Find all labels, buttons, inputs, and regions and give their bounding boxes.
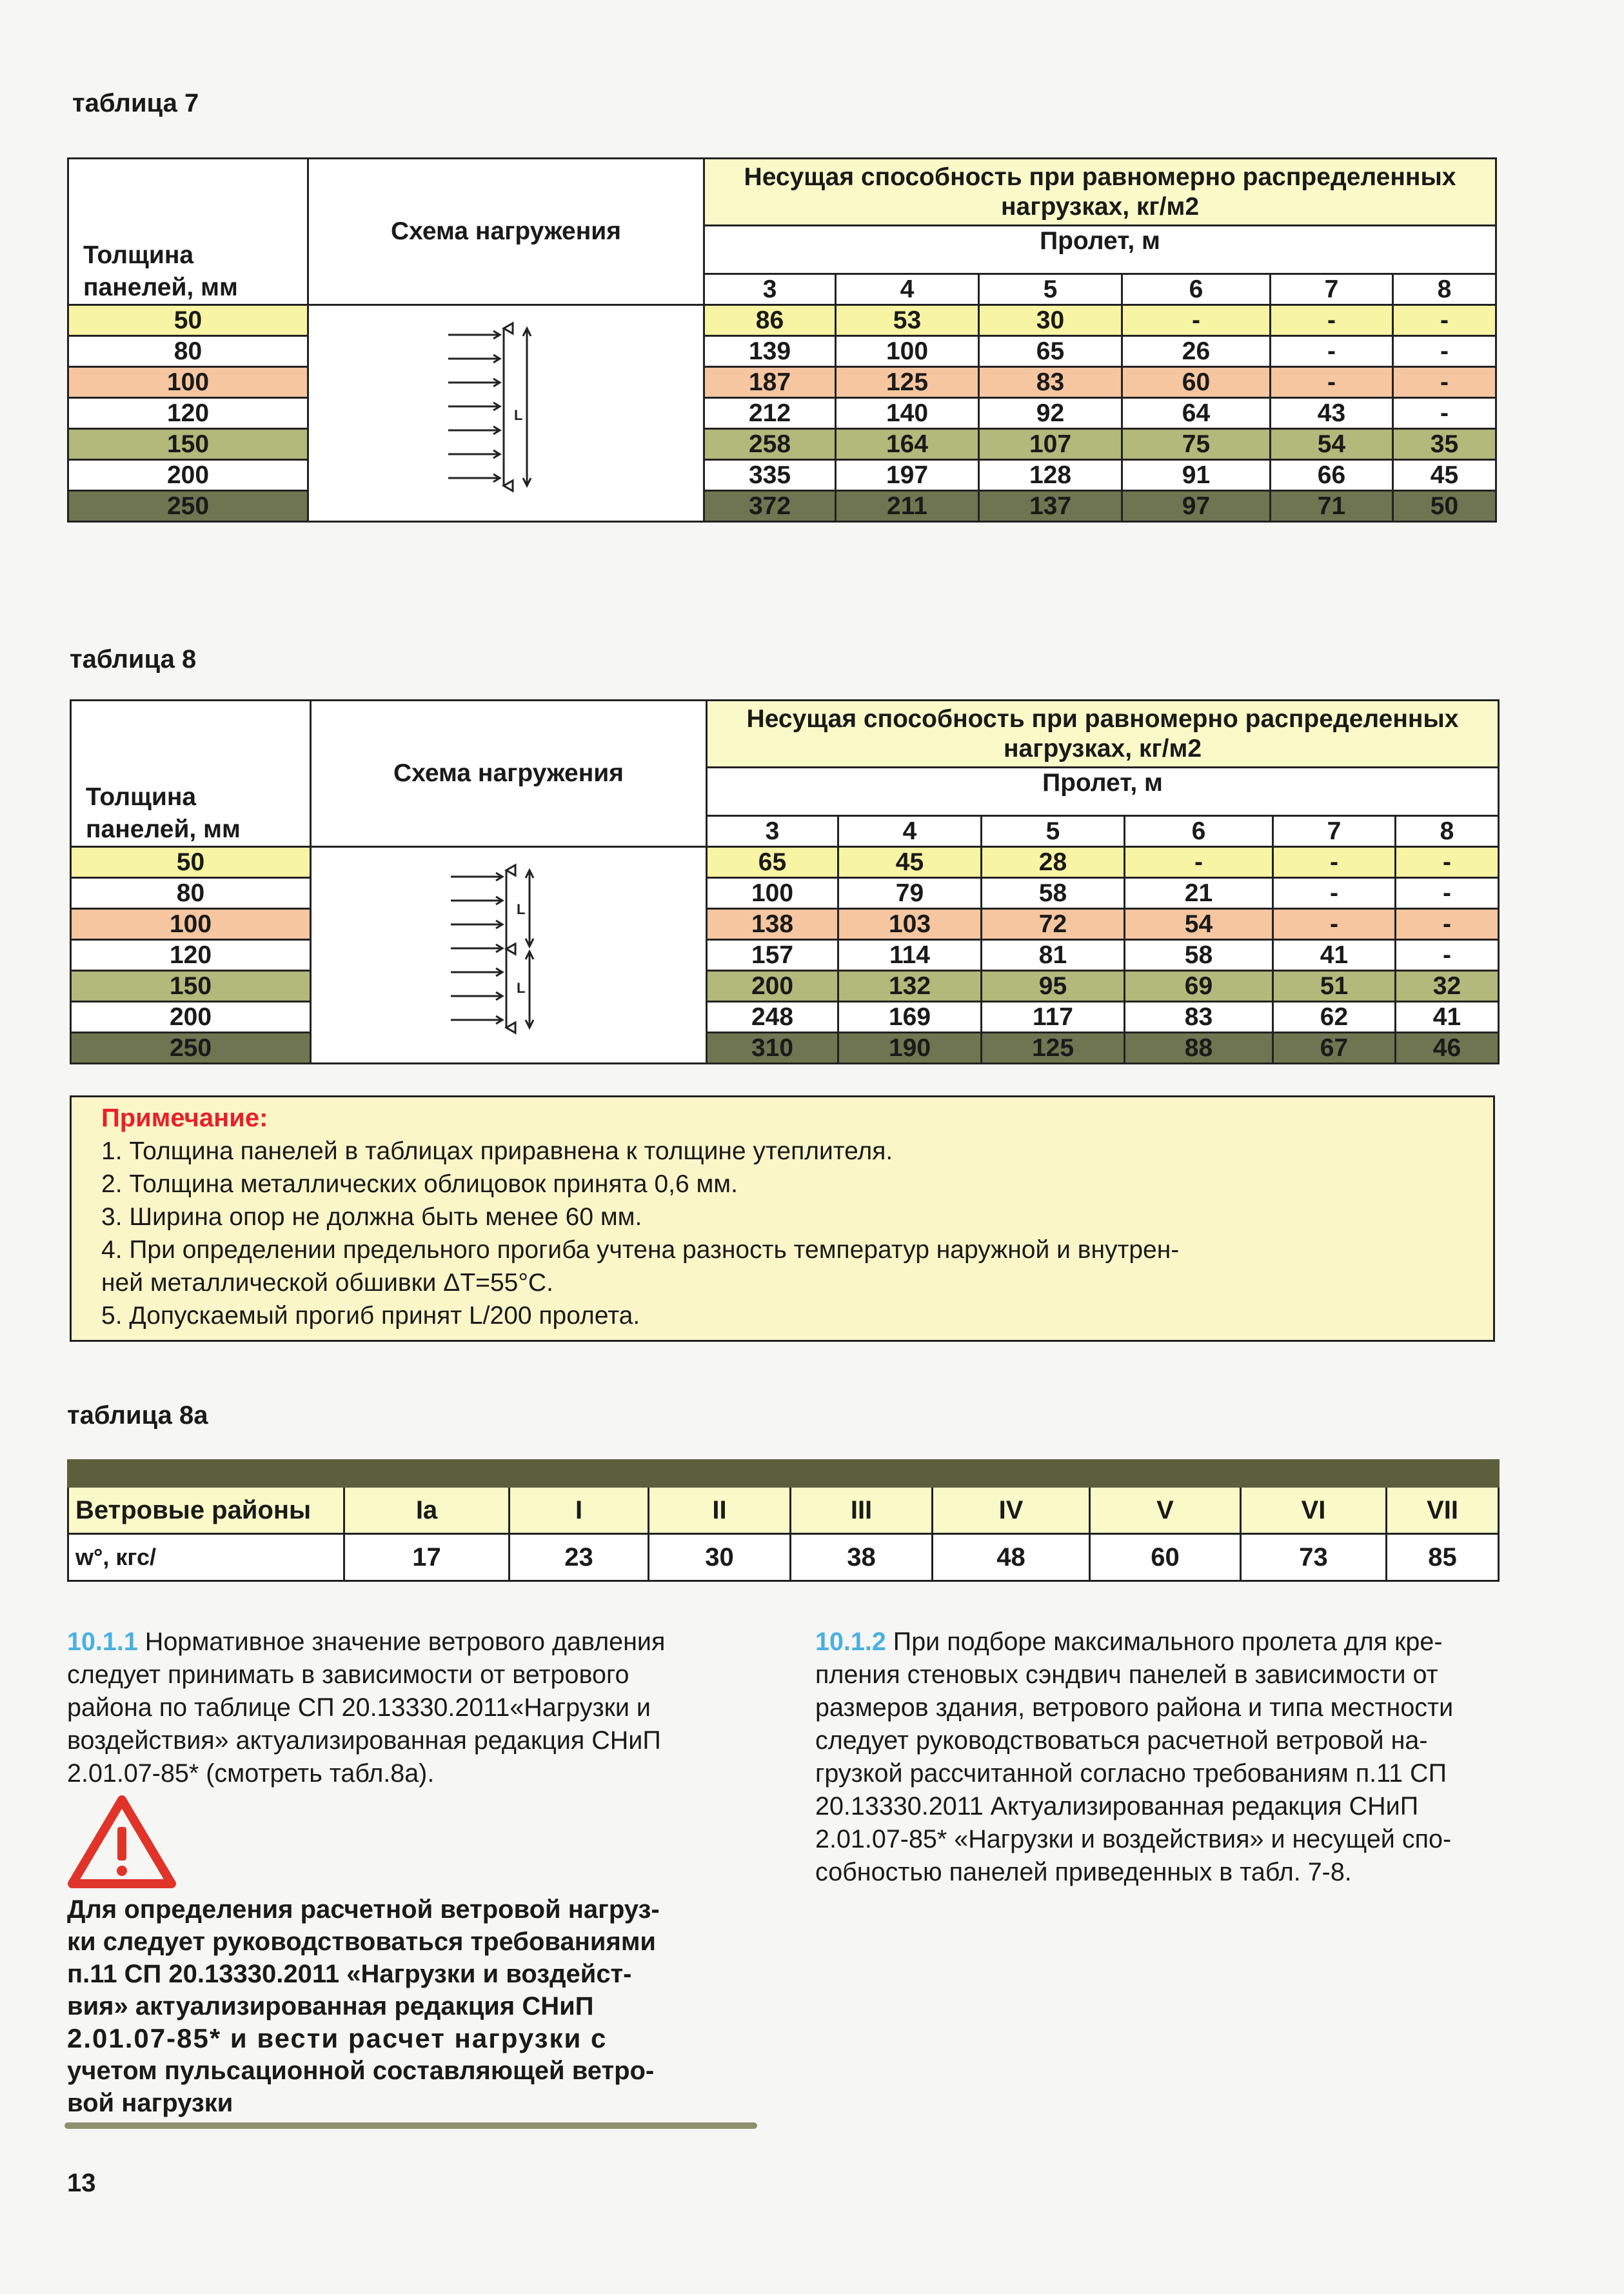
value-cell: - [1396,909,1499,940]
value-cell: 65 [707,847,838,878]
wind-pressure-value: 23 [510,1534,649,1581]
thickness-cell: 200 [68,460,308,491]
value-cell: 41 [1273,940,1396,971]
value-cell: 157 [707,940,838,971]
value-cell: 32 [1396,971,1499,1002]
span-col-header: 7 [1271,274,1393,305]
span-col-header: 8 [1396,816,1499,847]
warning-line: Для определения расчетной ветровой нагруз- [67,1895,660,1924]
value-cell: 79 [838,878,982,909]
thickness-cell: 50 [68,305,308,336]
para-line: Нормативное значение ветрового давления [137,1628,666,1656]
value-cell: 45 [838,847,982,878]
thickness-cell: 150 [71,971,311,1002]
table-row [68,460,1496,491]
section-number: 10.1.1 [67,1628,138,1656]
value-cell: 138 [707,909,838,940]
value-cell: 83 [1125,1002,1273,1033]
note-item: ней металлической обшивки ΔT=55°C. [101,1269,553,1297]
single-span-load-diagram [442,317,571,504]
thickness-cell: 80 [68,336,308,367]
loading-scheme-diagram [311,847,707,1064]
region-header: V [1090,1487,1241,1534]
table-row [68,367,1496,398]
value-cell: 43 [1271,398,1393,429]
notes-box [70,1095,1495,1342]
value-cell: 45 [1393,460,1496,491]
value-cell: 58 [1125,940,1273,971]
value-cell: 64 [1122,398,1271,429]
thickness-cell: 50 [71,847,311,878]
region-header: IV [933,1487,1090,1534]
value-cell: 72 [982,909,1125,940]
value-cell: 54 [1271,429,1393,460]
para-line: При подборе максимального пролета для кре- [886,1628,1443,1656]
para-line: 2.01.07-85* «Нагрузки и воздействия» и несущей спо- [815,1825,1452,1853]
warning-triangle-icon [67,1795,177,1889]
table-row [68,398,1496,429]
wind-pressure-value: 38 [791,1534,933,1581]
value-cell: 69 [1125,971,1273,1002]
region-header: III [791,1487,933,1534]
thickness-cell: 120 [71,940,311,971]
value-cell: - [1396,847,1499,878]
span-col-header: 6 [1125,816,1273,847]
value-cell: 21 [1125,878,1273,909]
region-header: II [649,1487,791,1534]
span-col-header: 4 [836,274,979,305]
table-row [71,940,1499,971]
capacity-header: Несущая способность при равномерно распределенных нагрузках, кг/м2 [707,701,1499,768]
value-cell: 114 [838,940,982,971]
value-cell: 187 [704,367,836,398]
table7-caption: таблица 7 [72,89,199,117]
span-col-header: 4 [838,816,982,847]
section-number: 10.1.2 [815,1628,886,1656]
scheme-header: Схема нагружения [308,159,704,305]
value-cell: 103 [838,909,982,940]
value-cell: 248 [707,1002,838,1033]
span-header: Пролет, м [707,768,1499,816]
thickness-cell: 150 [68,429,308,460]
wind-pressure-value: 17 [344,1534,510,1581]
value-cell: 51 [1273,971,1396,1002]
wind-pressure-value: 48 [933,1534,1090,1581]
table-row [71,1002,1499,1033]
table-row [71,971,1499,1002]
span-header: Пролет, м [704,226,1496,274]
value-cell: 95 [982,971,1125,1002]
wind-pressure-label: w°, кгс/ [68,1534,344,1581]
value-cell: 335 [704,460,836,491]
para-line: пления стеновых сэндвич панелей в зависимости от [815,1661,1438,1689]
two-span-load-diagram [444,859,573,1046]
value-cell: 75 [1122,429,1271,460]
table-row [71,909,1499,940]
value-cell: - [1393,398,1496,429]
value-cell: 41 [1396,1002,1499,1033]
loading-scheme-diagram [308,305,704,522]
value-cell: 139 [704,336,836,367]
wind-pressure-value: 85 [1387,1534,1499,1581]
wind-pressure-value: 60 [1090,1534,1241,1581]
para-line: следует принимать в зависимости от ветрового [67,1661,629,1689]
value-cell: 372 [704,491,836,522]
page-number: 13 [67,2169,96,2197]
table8 [70,699,1500,1064]
value-cell: 60 [1122,367,1271,398]
table-row [68,491,1496,522]
value-cell: - [1396,940,1499,971]
section-divider [64,2122,757,2129]
para-line: размеров здания, ветрового района и типа местности [815,1693,1454,1722]
value-cell: 91 [1122,460,1271,491]
paragraph-10-1-2 [815,1626,1512,1889]
warning-line: 2.01.07-85* и вести расчет нагрузки с [67,2023,608,2053]
value-cell: 26 [1122,336,1271,367]
thickness-cell: 200 [71,1002,311,1033]
para-line: следует руководствоваться расчетной ветровой на- [815,1726,1428,1755]
span-col-header: 8 [1393,274,1496,305]
region-header: VI [1241,1487,1387,1534]
table-row [71,878,1499,909]
note-item: 5. Допускаемый прогиб принят L/200 пролета. [101,1302,640,1330]
wind-pressure-value: 73 [1241,1534,1387,1581]
region-header: I [510,1487,649,1534]
table8-caption: таблица 8 [70,645,197,673]
value-cell: - [1393,336,1496,367]
para-line: района по таблице СП 20.13330.2011«Нагрузки и [67,1693,651,1722]
value-cell: 125 [982,1033,1125,1064]
value-cell: 190 [838,1033,982,1064]
value-cell: 117 [982,1002,1125,1033]
capacity-header: Несущая способность при равномерно распределенных нагрузках, кг/м2 [704,159,1496,226]
para-line: 2.01.07-85* (смотреть табл.8а). [67,1759,435,1788]
note-item: 3. Ширина опор не должна быть менее 60 мм. [101,1203,642,1231]
value-cell: 83 [979,367,1122,398]
value-cell: - [1271,336,1393,367]
value-cell: 92 [979,398,1122,429]
table-row [71,847,1499,878]
region-header: VII [1387,1487,1499,1534]
table-row [71,1033,1499,1064]
span-length-label: L [516,901,525,917]
value-cell: 200 [707,971,838,1002]
warning-line: учетом пульсационной составляющей ветро- [67,2057,655,2085]
table-row [68,429,1496,460]
value-cell: 137 [979,491,1122,522]
notes-title: Примечание: [101,1104,268,1132]
value-cell: - [1273,909,1396,940]
value-cell: - [1271,305,1393,336]
thickness-cell: 250 [71,1033,311,1064]
value-cell: 107 [979,429,1122,460]
note-item: 1. Толщина панелей в таблицах приравнена к толщине утеплителя. [101,1137,893,1165]
para-line: собностью панелей приведенных в табл. 7-8. [815,1858,1352,1886]
para-line: воздействия» актуализированная редакция СНиП [67,1726,661,1755]
value-cell: 100 [836,336,979,367]
value-cell: 62 [1273,1002,1396,1033]
span-col-header: 5 [982,816,1125,847]
value-cell: 54 [1125,909,1273,940]
value-cell: 81 [982,940,1125,971]
span-length-label: L [513,406,522,423]
thickness-cell: 120 [68,398,308,429]
table-row [68,305,1496,336]
value-cell: - [1273,847,1396,878]
note-item: 4. При определении предельного прогиба учтена разность температур наружной и внутрен- [101,1236,1180,1264]
value-cell: 28 [982,847,1125,878]
value-cell: - [1122,305,1271,336]
value-cell: 140 [836,398,979,429]
table-row [68,336,1496,367]
paragraph-10-1-1 [67,1626,764,1790]
thickness-cell: 250 [68,491,308,522]
value-cell: 125 [836,367,979,398]
value-cell: 100 [707,878,838,909]
value-cell: 258 [704,429,836,460]
thickness-cell: 100 [71,909,311,940]
table8a-caption: таблица 8а [67,1401,208,1430]
value-cell: - [1273,878,1396,909]
span-col-header: 3 [704,274,836,305]
value-cell: - [1396,878,1499,909]
value-cell: 88 [1125,1033,1273,1064]
para-line: 20.13330.2011 Актуализированная редакция СНиП [815,1792,1419,1820]
value-cell: 30 [979,305,1122,336]
value-cell: 197 [836,460,979,491]
header-band [68,1461,1499,1487]
wind-regions-label: Ветровые районы [68,1487,344,1534]
value-cell: - [1393,305,1496,336]
warning-line: п.11 СП 20.13330.2011 «Нагрузки и воздейст- [67,1960,632,1988]
value-cell: 310 [707,1033,838,1064]
value-cell: 50 [1393,491,1496,522]
wind-pressure-value: 30 [649,1534,791,1581]
value-cell: 169 [838,1002,982,1033]
span-col-header: 7 [1273,816,1396,847]
value-cell: 132 [838,971,982,1002]
warning-line: вия» актуализированная редакция СНиП [67,1992,594,2020]
value-cell: 128 [979,460,1122,491]
thickness-cell: 100 [68,367,308,398]
value-cell: 212 [704,398,836,429]
para-line: грузкой рассчитанной согласно требованиям п.11 СП [815,1759,1447,1788]
table7 [67,157,1497,523]
span-col-header: 6 [1122,274,1271,305]
warning-text [67,1893,757,2119]
warning-line: ки следует руководствоваться требованиями [67,1928,657,1956]
scheme-header: Схема нагружения [311,701,707,847]
value-cell: 211 [836,491,979,522]
value-cell: - [1125,847,1273,878]
thickness-header: Толщина панелей, мм [71,701,311,847]
value-cell: 67 [1273,1033,1396,1064]
value-cell: 58 [982,878,1125,909]
value-cell: 53 [836,305,979,336]
value-cell: 86 [704,305,836,336]
value-cell: - [1393,367,1496,398]
value-cell: 97 [1122,491,1271,522]
note-item: 2. Толщина металлических облицовок принята 0,6 мм. [101,1170,738,1198]
value-cell: 164 [836,429,979,460]
value-cell: 71 [1271,491,1393,522]
value-cell: - [1271,367,1393,398]
span-length-label: L [516,979,525,996]
region-header: Ia [344,1487,510,1534]
table8a-wind-regions [67,1459,1500,1582]
warning-line: вой нагрузки [67,2089,233,2117]
value-cell: 35 [1393,429,1496,460]
thickness-header: Толщина панелей, мм [68,159,308,305]
value-cell: 65 [979,336,1122,367]
thickness-cell: 80 [71,878,311,909]
span-col-header: 5 [979,274,1122,305]
value-cell: 46 [1396,1033,1499,1064]
span-col-header: 3 [707,816,838,847]
value-cell: 66 [1271,460,1393,491]
